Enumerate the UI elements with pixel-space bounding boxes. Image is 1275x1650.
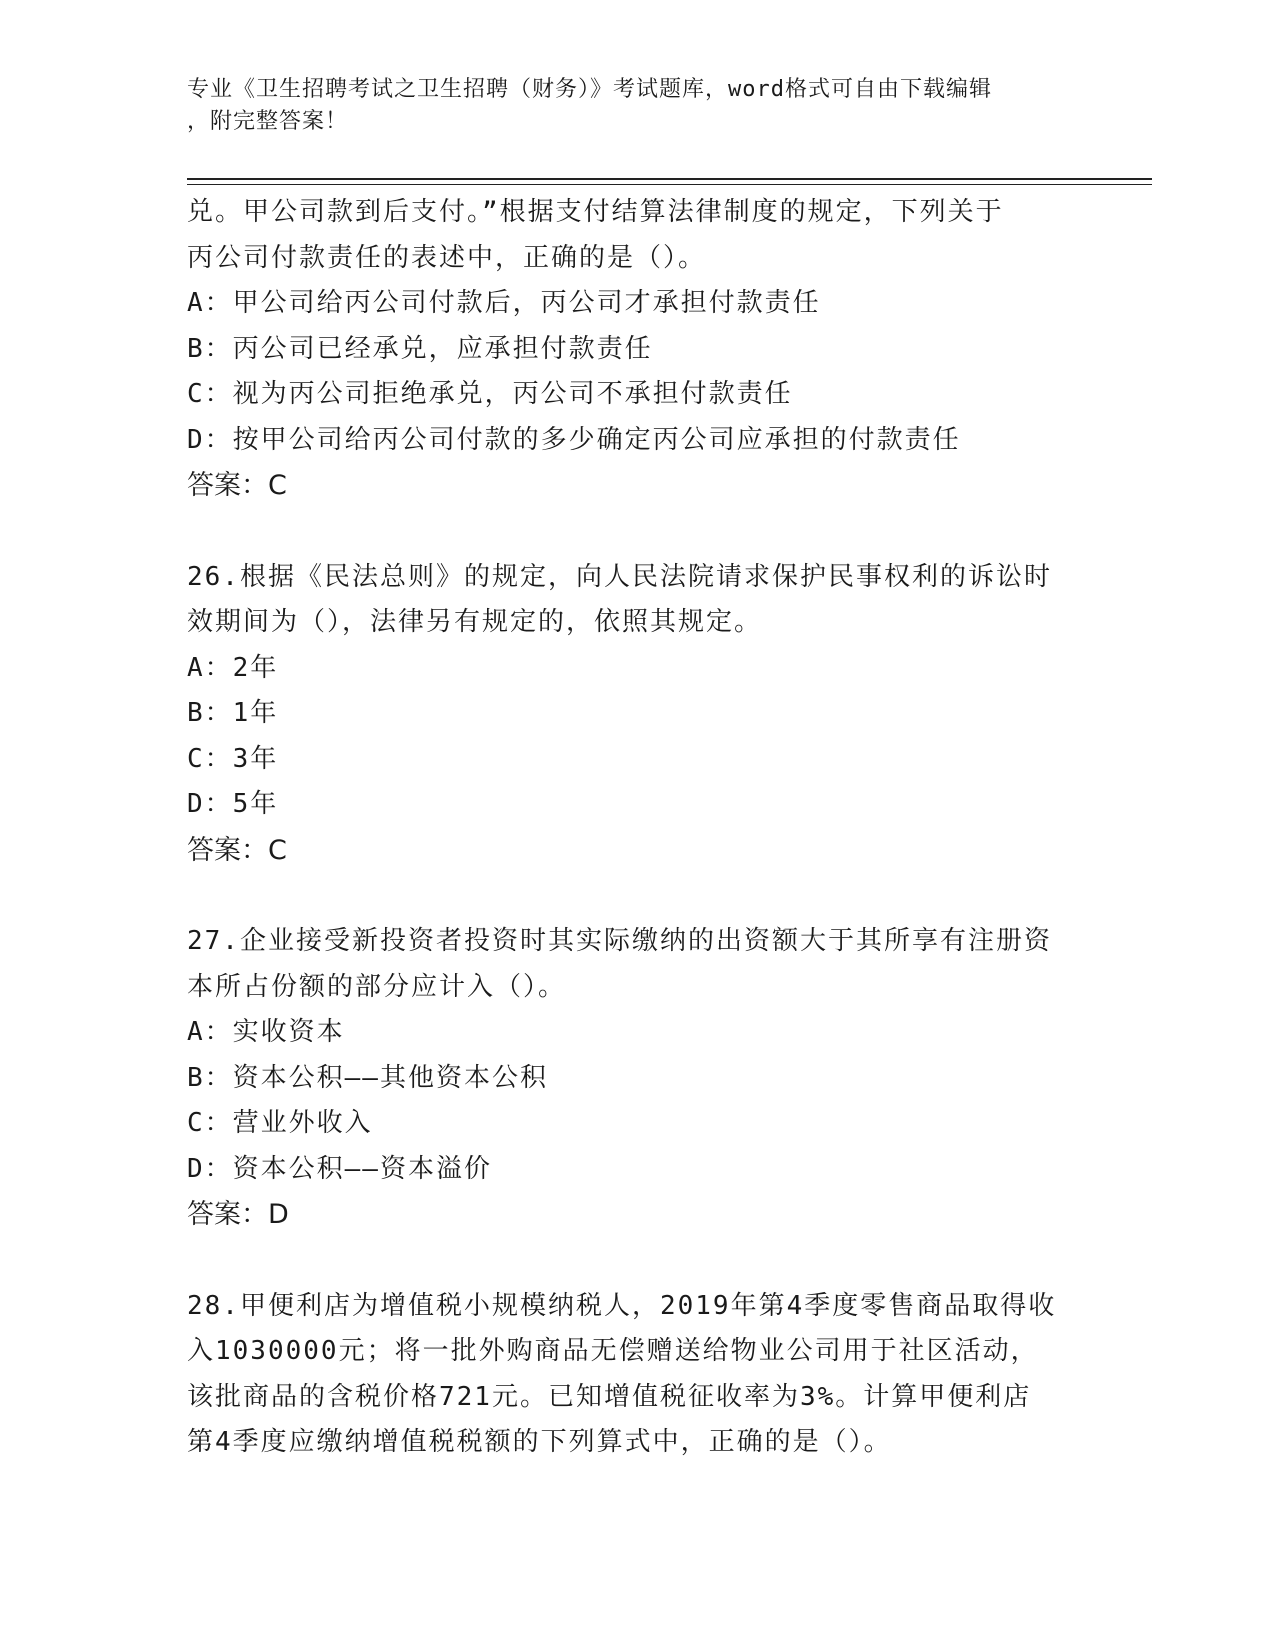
- answer-label: 答案：D: [187, 1199, 289, 1230]
- option-b: B：丙公司已经承兑，应承担付款责任: [187, 333, 653, 364]
- question-stem-line: 入1030000元；将一批外购商品无偿赠送给物业公司用于社区活动，: [187, 1336, 1039, 1366]
- question-stem-line: 兑。甲公司款到后支付。”根据支付结算法律制度的规定，下列关于: [187, 197, 1004, 227]
- spacer: [187, 873, 1087, 919]
- option-b: B：1年: [187, 698, 279, 728]
- question-25: [187, 190, 1087, 509]
- option-a: A：甲公司给丙公司付款后，丙公司才承担付款责任: [187, 288, 821, 318]
- header-divider-thin: [187, 184, 1152, 185]
- page-header: [187, 74, 1087, 138]
- question-28: [187, 1284, 1087, 1466]
- question-stem-line: 效期间为（），法律另有规定的，依照其规定。: [187, 607, 763, 637]
- option-b: B：资本公积——其他资本公积: [187, 1062, 548, 1093]
- answer-label: 答案：C: [187, 834, 287, 866]
- spacer: [187, 509, 1087, 555]
- spacer: [187, 1238, 1087, 1284]
- option-d: D：5年: [187, 789, 279, 819]
- option-d: D：按甲公司给丙公司付款的多少确定丙公司应承担的付款责任: [187, 424, 961, 455]
- question-stem-line: 26.根据《民法总则》的规定，向人民法院请求保护民事权利的诉讼时: [187, 561, 1052, 592]
- question-stem-line: 该批商品的含税价格721元。已知增值税征收率为3%。计算甲便利店: [187, 1381, 1032, 1412]
- option-a: A：2年: [187, 652, 279, 683]
- header-line-2: ，附完整答案！: [187, 109, 349, 134]
- question-stem-line: 丙公司付款责任的表述中，正确的是（）。: [187, 242, 707, 273]
- question-27: [187, 919, 1087, 1238]
- option-c: C：营业外收入: [187, 1108, 373, 1138]
- option-a: A：实收资本: [187, 1017, 345, 1047]
- option-c: C：3年: [187, 743, 279, 774]
- question-stem-line: 28.甲便利店为增值税小规模纳税人，2019年第4季度零售商品取得收: [187, 1290, 1057, 1321]
- option-c: C：视为丙公司拒绝承兑，丙公司不承担付款责任: [187, 379, 793, 409]
- question-stem-line: 27.企业接受新投资者投资时其实际缴纳的出资额大于其所享有注册资: [187, 926, 1052, 956]
- question-26: [187, 555, 1087, 874]
- answer-label: 答案：C: [187, 470, 287, 501]
- option-d: D：资本公积——资本溢价: [187, 1153, 492, 1184]
- header-line-1: 专业《卫生招聘考试之卫生招聘（财务）》考试题库，word格式可自由下载编辑: [187, 77, 992, 102]
- question-stem-line: 第4季度应缴纳增值税税额的下列算式中，正确的是（）。: [187, 1427, 892, 1457]
- question-list: [187, 190, 1087, 1466]
- header-divider-thick: [187, 178, 1152, 180]
- question-stem-line: 本所占份额的部分应计入（）。: [187, 971, 567, 1002]
